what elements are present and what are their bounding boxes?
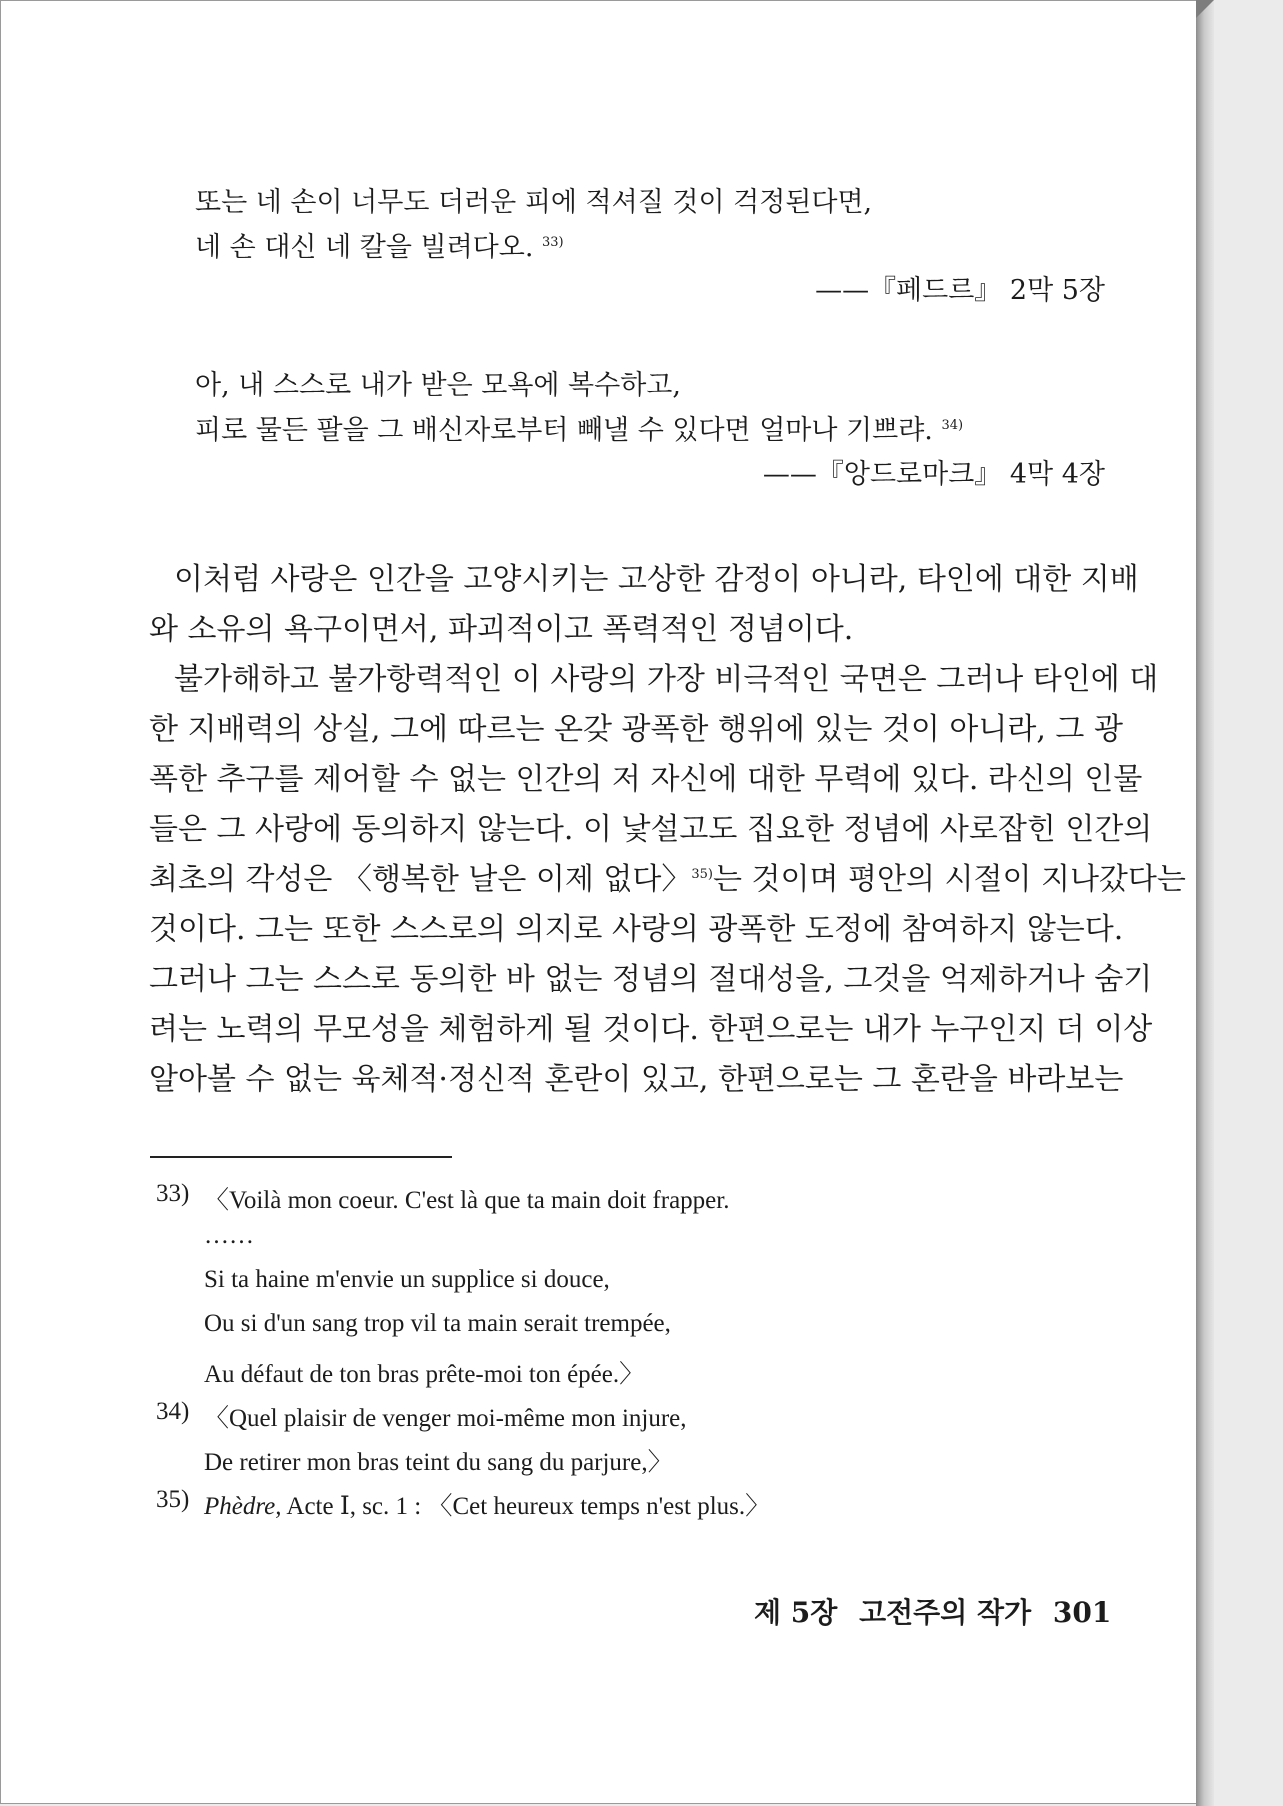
footnote-33-line2: …… [204,1222,254,1249]
quote2-line1: 아, 내 스스로 내가 받은 모욕에 복수하고, [195,370,681,401]
body-p2-line5: 최초의 각성은 〈행복한 날은 이제 없다〉$^{35)}$는 것이며 평안의 시절이 지나갔다는 [149,862,1186,897]
quote1-line1: 또는 네 손이 너무도 더러운 피에 적셔질 것이 걱정된다면, [195,187,873,218]
page-corner-fold [1196,0,1214,18]
footnote-33-line4: Ou si d'un sang trop vil ta main serait trempée, [204,1310,671,1337]
chapter-number: 제 5장 [754,1596,838,1629]
footnote-33-line1: 〈Voilà mon coeur. C'est là que ta main doit frapper. [204,1187,730,1214]
footnote-ref-35: 35) [691,867,714,882]
body-p2-line7: 그러나 그는 스스로 동의한 바 없는 정념의 절대성을, 그것을 억제하거나 숨기 [149,962,1153,997]
quote2-line2: 피로 물든 팔을 그 배신자로부터 빼낼 수 있다면 얼마나 기쁘랴. $^{34)}$ [195,415,964,446]
page-number: 301 [1052,1596,1112,1629]
body-p2-line6: 것이다. 그는 또한 스스로의 의지로 사랑의 광폭한 도정에 참여하지 않는다. [149,912,1124,947]
body-p2-line3: 폭한 추구를 제어할 수 없는 인간의 저 자신에 대한 무력에 있다. 라신의 인물 [149,762,1143,797]
body-p2-line2: 한 지배력의 상실, 그에 따르는 온갖 광폭한 행위에 있는 것이 아니라, 그 광 [149,712,1123,747]
footnote-33-line5: Au défaut de ton bras prête-moi ton épée.〉 [204,1361,645,1388]
page-footer [754,1591,1123,1631]
body-p2-line1: 불가해하고 불가항력적인 이 사랑의 가장 비극적인 국면은 그러나 타인에 대 [174,662,1159,697]
quote1-source: ——『페드르』 2막 5장 [815,275,1105,306]
quote1-line2: 네 손 대신 네 칼을 빌려다오. $^{33)}$ [195,232,564,263]
footnote-ref-34: 34) [941,418,964,433]
footnote-33-line3: Si ta haine m'envie un supplice si douce, [204,1266,610,1293]
body-p1-line1: 이처럼 사랑은 인간을 고양시키는 고상한 감정이 아니라, 타인에 대한 지배 [174,562,1139,597]
page-edge-fold [1196,0,1214,1806]
footnote-ref-33: 33) [542,235,564,250]
body-p1-line2: 와 소유의 욕구이면서, 파괴적이고 폭력적인 정념이다. [149,612,854,647]
body-p2-line4: 들은 그 사랑에 동의하지 않는다. 이 낯설고도 집요한 정념에 사로잡힌 인간의 [149,812,1153,847]
body-p2-line8: 려는 노력의 무모성을 체험하게 될 것이다. 한편으로는 내가 누구인지 더 이상 [149,1012,1153,1047]
footnote-35-line1: Phèdre, Acte Ⅰ, sc. 1 : 〈Cet heureux temps n'est plus.〉 [204,1493,771,1520]
footnote-34-line1: 〈Quel plaisir de venger moi-même mon injure, [204,1405,687,1432]
chapter-title: 고전주의 작가 [859,1596,1032,1629]
quote2-source: ——『앙드로마크』 4막 4장 [762,459,1105,490]
footnote-separator [150,1156,452,1158]
footnote-35-number: 35) [156,1486,190,1513]
body-p2-line9: 알아볼 수 없는 육체적·정신적 혼란이 있고, 한편으로는 그 혼란을 바라보는 [149,1062,1124,1097]
footnote-34-line2: De retirer mon bras teint du sang du parjure,〉 [204,1449,673,1476]
footnote-33-number: 33) [156,1180,190,1207]
footnote-34-number: 34) [156,1398,190,1425]
